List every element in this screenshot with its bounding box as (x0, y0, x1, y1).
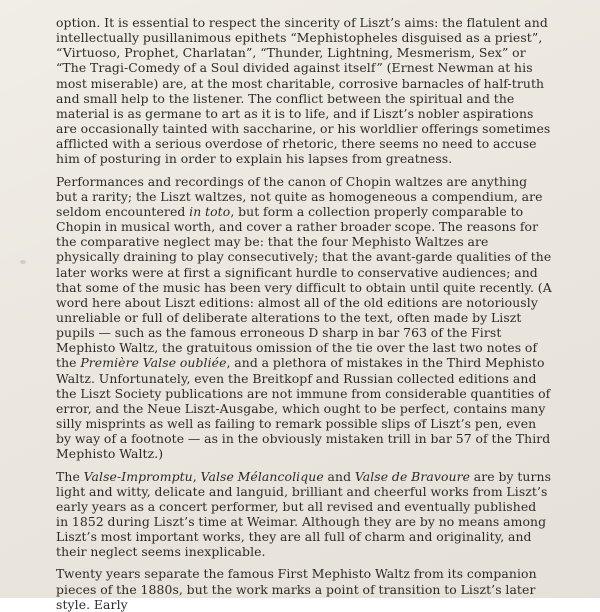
italic-text-run: Première Valse oubliée (80, 355, 227, 371)
text-run: , and a plethora of mistakes in the Third Mephisto Waltz. Unfortunately, even the Breitkopf and Russian collected editions and the Liszt Society publications are not immune from considerable quantities of error, and the Neue Liszt-Ausgabe, which ought to be perfect, contains many silly misprints as well as failing to remark possible slips of Liszt’s pen, even by way of a footnote — as in the obviously mistaken trill in bar 57 of the Third Mephisto Waltz.) (56, 355, 551, 462)
text-run: , but form a collection properly comparable to Chopin in musical worth, and cover a rather broader scope. The reasons for the comparative neglect may be: that the four Mephisto Waltzes are physically draining to play consecutively; that the avant-garde qualities of the later works were at first a significant hurdle to conservative audiences; and that some of the music has been very difficult to obtain until quite recently. (A word here about Liszt editions: almost all of the old editions are notoriously unreliable or full of deliberate alterations to the text, often made by Liszt pupils — such as the famous erroneous D sharp in bar 763 of the First Mephisto Waltz, the gratuitous omission of the tie over the last two notes of the (56, 203, 552, 371)
text-run: Twenty years separate the famous First Mephisto Waltz from its companion pieces of the 1880s, but the work marks a point of transition to Liszt’s later style. Early (56, 566, 537, 612)
paragraph (56, 15, 552, 167)
italic-text-run: Valse-Impromptu (83, 468, 193, 484)
scan-speck (20, 260, 26, 264)
liner-notes-text (56, 15, 552, 612)
text-run: Performances and recordings of the canon of Chopin waltzes are anything but a rarity; the Liszt waltzes, not quite as homogeneous a compendium, are seldom encountered (56, 173, 543, 219)
text-run: , (192, 468, 201, 484)
italic-text-run: Valse Mélancolique (200, 468, 324, 484)
text-run: and (323, 468, 355, 484)
text-run: option. It is essential to respect the sincerity of Liszt’s aims: the flatulent and intellectually pusillanimous epithets “Mephistopheles disguised as a priest”, “Virtuoso, Prophet, Charlatan”, “Thunder, Lightning, Mesmerism, Sex” or “The Tragi-Comedy of a Soul divided against itself” (Ernest Newman at his most miserable) are, at the most charitable, corrosive barnacles of half-truth and small help to the listener. The conflict between the spiritual and the material is as germane to art as it is to life, and if Liszt’s nobler aspirations are occasionally tainted with saccharine, or his worldlier offerings sometimes afflicted with a serious overdose of rhetoric, there seems no need to accuse him of posturing in order to explain his lapses from greatness. (56, 15, 551, 167)
paragraph (56, 566, 552, 611)
paragraph (56, 174, 552, 462)
text-run: are by turns light and witty, delicate and languid, brilliant and cheerful works from Liszt’s early years as a concert performer, but all revised and eventually published in 1852 during Liszt’s time at Weimar. Although they are by no means among Liszt’s most important works, they are all full of charm and originality, and their neglect seems inexplicable. (56, 468, 552, 560)
italic-text-run: in toto (189, 203, 231, 219)
italic-text-run: Valse de Bravoure (354, 468, 471, 484)
text-run: The (56, 468, 84, 484)
paragraph (56, 469, 552, 560)
